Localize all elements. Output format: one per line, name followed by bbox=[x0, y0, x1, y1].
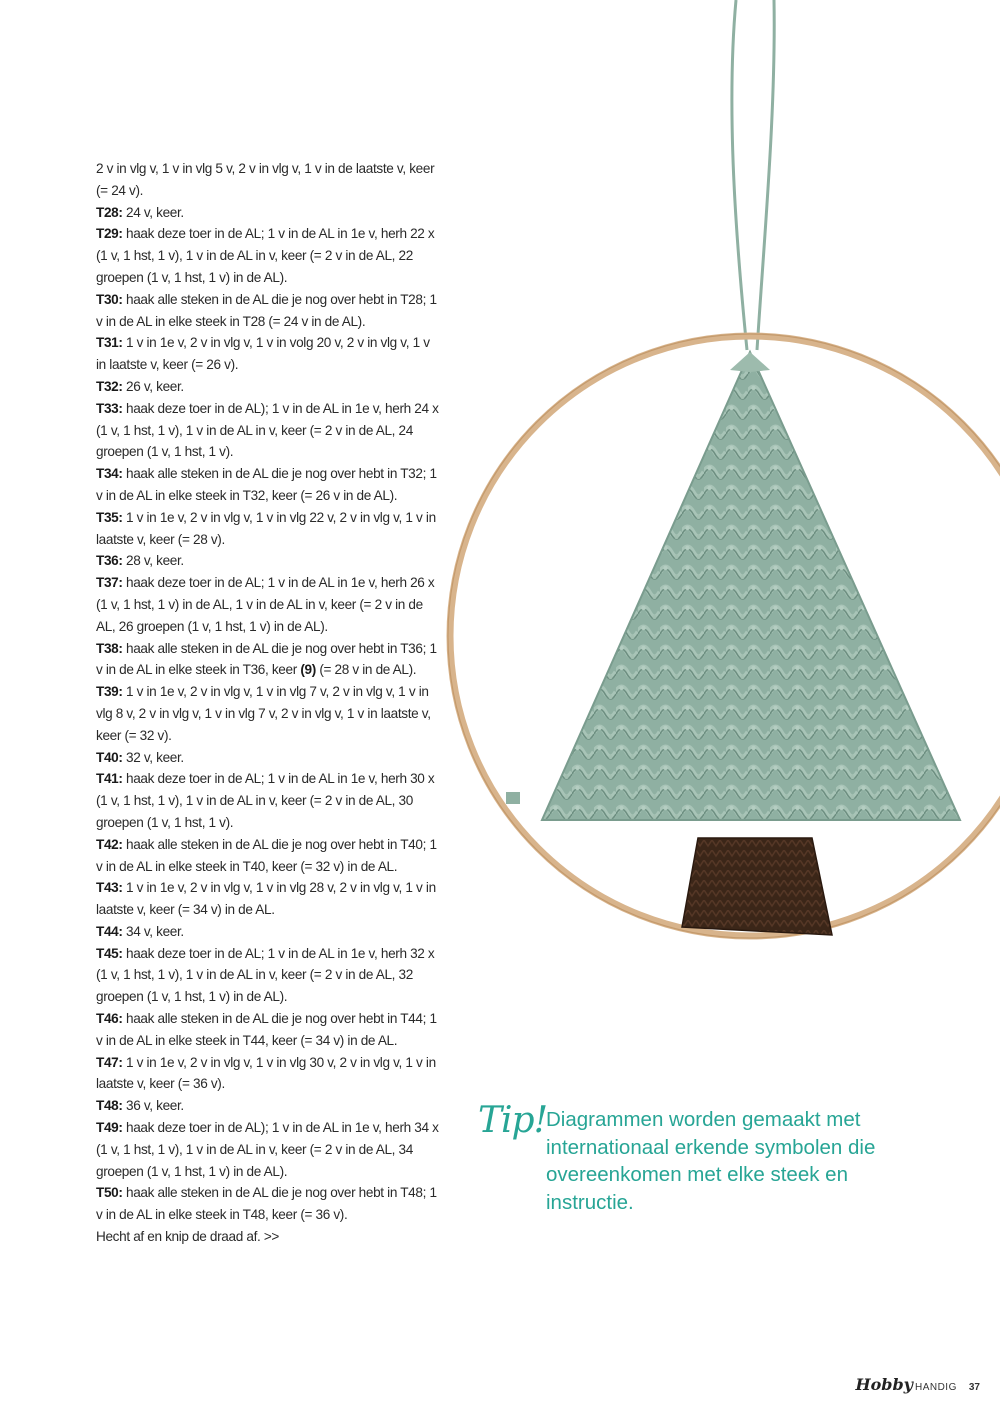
round-label: T43: bbox=[96, 880, 123, 896]
round-label: T34: bbox=[96, 466, 123, 482]
round-label: T47: bbox=[96, 1054, 123, 1070]
instruction-row bbox=[96, 638, 440, 682]
instruction-row bbox=[96, 376, 440, 398]
instruction-row bbox=[96, 507, 440, 551]
round-text: haak alle steken in de AL die je nog over hebt in T40; 1 v in de AL in elke steek in T40, keer (= 32 v) in de AL. bbox=[96, 836, 437, 874]
instruction-row bbox=[96, 1052, 440, 1096]
instruction-row bbox=[96, 463, 440, 507]
hanging-cord bbox=[732, 0, 747, 350]
round-text: haak alle steken in de AL die je nog over hebt in T32; 1 v in de AL in elke steek in T32, keer (= 26 v in de AL). bbox=[96, 466, 437, 503]
round-label: T46: bbox=[96, 1011, 123, 1027]
round-label: T49: bbox=[96, 1120, 123, 1136]
round-text: haak deze toer in de AL; 1 v in de AL in 1e v, herh 30 x (1 v, 1 hst, 1 v), 1 v in de AL in v, keer (= 2 v in de AL, 30 groepen (1 v, 1 hst, 1 v). bbox=[96, 771, 435, 830]
round-text: 2 v in vlg v, 1 v in vlg 5 v, 2 v in vlg v, 1 v in de laatste v, keer (= 24 v). bbox=[96, 161, 435, 198]
round-text: haak deze toer in de AL; 1 v in de AL in 1e v, herh 26 x (1 v, 1 hst, 1 v) in de AL, 1 v in de AL in v, keer (= 2 v in de AL, 26 groepen (1 v, 1 hst, 1 v) in de AL). bbox=[96, 575, 435, 634]
round-label: T44: bbox=[96, 923, 123, 939]
round-text: 32 v, keer. bbox=[126, 749, 184, 765]
round-label: T29: bbox=[96, 226, 123, 242]
magazine-logo: Hobby bbox=[855, 1375, 913, 1394]
round-label: T41: bbox=[96, 771, 123, 787]
instruction-row bbox=[96, 768, 440, 833]
page-number: 37 bbox=[968, 1382, 980, 1393]
round-text: 1 v in 1e v, 2 v in vlg v, 1 v in vlg 7 v, 2 v in vlg v, 1 v in vlg 8 v, 2 v in vlg v, 1 v in vlg 7 v, 2 v in vlg v, 1 v in laatste v, keer (= 32 v). bbox=[96, 684, 431, 743]
round-text: 1 v in 1e v, 2 v in vlg v, 1 v in volg 20 v, 2 v in vlg v, 1 v in laatste v, keer (= 26 v). bbox=[96, 335, 430, 373]
round-text: 26 v, keer. bbox=[126, 378, 184, 394]
round-label: T38: bbox=[96, 640, 123, 656]
instruction-row bbox=[96, 1226, 440, 1248]
round-text: haak deze toer in de AL; 1 v in de AL in 1e v, herh 32 x (1 v, 1 hst, 1 v), 1 v in de AL in v, keer (= 2 v in de AL, 32 groepen (1 v, 1 hst, 1 v) in de AL). bbox=[96, 945, 435, 1005]
size-marker: (9) bbox=[300, 662, 316, 678]
round-label: T45: bbox=[96, 945, 123, 961]
round-label: T32: bbox=[96, 378, 123, 394]
round-label: T37: bbox=[96, 575, 123, 591]
instruction-row bbox=[96, 550, 440, 572]
instruction-row bbox=[96, 572, 440, 637]
round-text: haak alle steken in de AL die je nog over hebt in T28; 1 v in de AL in elke steek in T28 (= 24 v in de AL). bbox=[96, 291, 437, 329]
instruction-row bbox=[96, 943, 440, 1008]
instruction-row bbox=[96, 202, 440, 224]
round-label: T35: bbox=[96, 509, 123, 525]
instruction-row bbox=[96, 158, 440, 202]
round-text: haak alle steken in de AL die je nog over hebt in T44; 1 v in de AL in elke steek in T44, keer (= 34 v) in de AL. bbox=[96, 1011, 437, 1048]
round-text: 36 v, keer. bbox=[126, 1098, 184, 1114]
round-label: T28: bbox=[96, 204, 123, 220]
round-label: T42: bbox=[96, 836, 123, 852]
round-text: Hecht af en knip de draad af. >> bbox=[96, 1229, 280, 1245]
round-label: T36: bbox=[96, 553, 123, 569]
crochet-trunk bbox=[682, 838, 832, 935]
round-text: 28 v, keer. bbox=[126, 553, 184, 569]
round-text: 1 v in 1e v, 2 v in vlg v, 1 v in vlg 30 v, 2 v in vlg v, 1 v in laatste v, keer (= 36 v). bbox=[96, 1054, 436, 1092]
tip-heading: Tip! bbox=[478, 1100, 548, 1141]
magazine-logo-sub: HANDIG bbox=[914, 1382, 957, 1393]
instruction-row bbox=[96, 223, 440, 288]
instruction-row bbox=[96, 1117, 440, 1182]
instruction-row bbox=[96, 289, 440, 333]
round-text-after: (= 28 v in de AL). bbox=[315, 662, 417, 678]
instruction-row bbox=[96, 877, 440, 921]
round-text: haak deze toer in de AL; 1 v in de AL in 1e v, herh 22 x (1 v, 1 hst, 1 v), 1 v in de AL in v, keer (= 2 v in de AL, 22 groepen (1 v, 1 hst, 1 v) in de AL). bbox=[96, 226, 435, 285]
round-label: T30: bbox=[96, 291, 123, 307]
round-label: T31: bbox=[96, 335, 123, 351]
instruction-row bbox=[96, 332, 440, 376]
instruction-row bbox=[96, 834, 440, 878]
instruction-row bbox=[96, 921, 440, 943]
instruction-row bbox=[96, 398, 440, 463]
round-text: haak deze toer in de AL); 1 v in de AL in 1e v, herh 24 x (1 v, 1 hst, 1 v), 1 v in de AL in v, keer (= 2 v in de AL, 24 groepen (1 v, 1 hst, 1 v). bbox=[96, 400, 439, 460]
instruction-row bbox=[96, 1008, 440, 1052]
round-text: haak alle steken in de AL die je nog over hebt in T48; 1 v in de AL in elke steek in T48, keer (= 36 v). bbox=[96, 1185, 437, 1223]
round-text: haak deze toer in de AL); 1 v in de AL in 1e v, herh 34 x (1 v, 1 hst, 1 v), 1 v in de AL in v, keer (= 2 v in de AL, 34 groepen (1 v, 1 hst, 1 v) in de AL). bbox=[96, 1120, 439, 1179]
round-text: 1 v in 1e v, 2 v in vlg v, 1 v in vlg 28 v, 2 v in vlg v, 1 v in laatste v, keer (= 34 v) in de AL. bbox=[96, 880, 436, 918]
round-label: T50: bbox=[96, 1185, 123, 1201]
round-label: T48: bbox=[96, 1098, 123, 1114]
tip-text: Diagrammen worden gemaakt met internationaal erkende symbolen die overeenkomen met elke steek en instructie. bbox=[546, 1108, 876, 1214]
crochet-tree-photo bbox=[440, 0, 1000, 1000]
round-label: T40: bbox=[96, 749, 123, 765]
instruction-row bbox=[96, 1095, 440, 1117]
pattern-instructions bbox=[96, 158, 440, 1248]
round-text: 24 v, keer. bbox=[126, 204, 184, 220]
instruction-row bbox=[96, 681, 440, 746]
round-label: T33: bbox=[96, 400, 123, 416]
round-text: 34 v, keer. bbox=[126, 923, 184, 939]
round-text: 1 v in 1e v, 2 v in vlg v, 1 v in vlg 22 v, 2 v in vlg v, 1 v in laatste v, keer (= 28 v). bbox=[96, 509, 436, 547]
round-label: T39: bbox=[96, 684, 123, 700]
round-text: haak alle steken in de AL die je nog over hebt in T36; 1 v in de AL in elke steek in T36, keer bbox=[96, 640, 437, 678]
crochet-tree bbox=[542, 352, 960, 820]
instruction-row bbox=[96, 1182, 440, 1226]
page-footer bbox=[856, 1375, 981, 1394]
instruction-row bbox=[96, 747, 440, 769]
